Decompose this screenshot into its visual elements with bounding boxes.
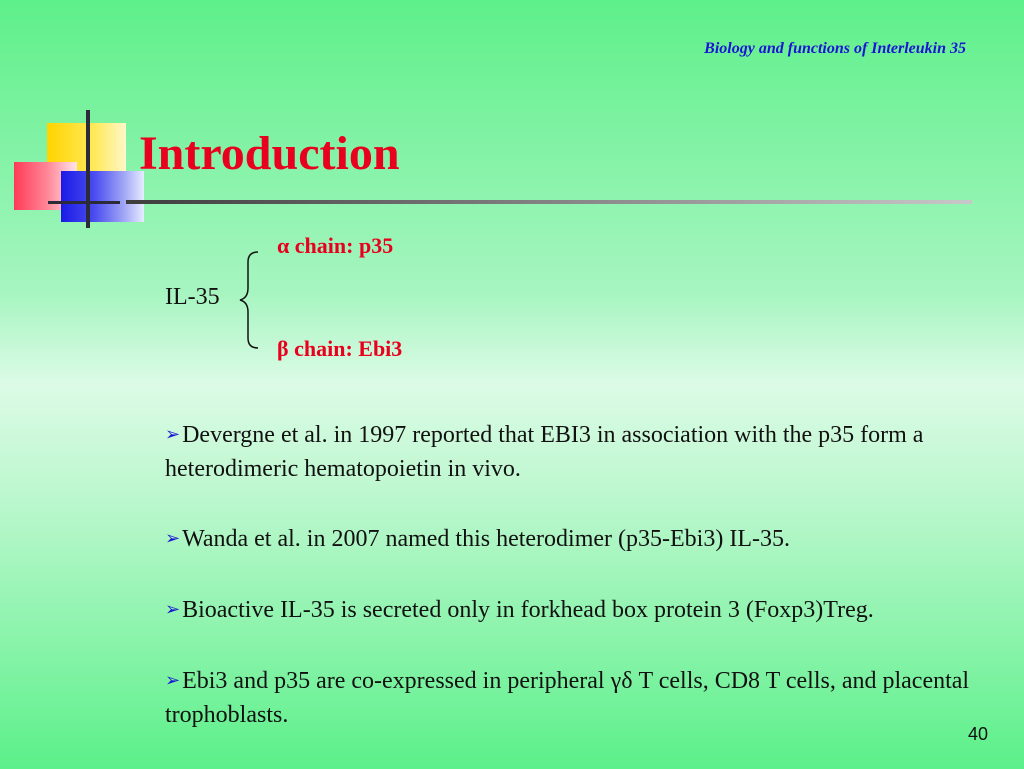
decorative-logo bbox=[0, 0, 160, 240]
title-underline bbox=[126, 200, 972, 204]
header-title: Biology and functions of Interleukin 35 bbox=[704, 40, 966, 57]
bullet-text: Bioactive IL-35 is secreted only in forkhead box protein 3 (Foxp3)Treg. bbox=[182, 597, 874, 623]
curly-brace-icon bbox=[238, 250, 260, 350]
bullet-list bbox=[165, 419, 1015, 769]
arrow-bullet-icon: ➢ bbox=[165, 670, 181, 691]
il35-label: IL-35 bbox=[165, 284, 220, 310]
logo-vertical-line bbox=[86, 110, 90, 228]
page-number: 40 bbox=[967, 724, 988, 744]
list-item bbox=[165, 594, 1015, 628]
logo-horizontal-line bbox=[48, 201, 120, 204]
beta-chain-label: β chain: Ebi3 bbox=[277, 336, 403, 361]
bullet-text: Wanda et al. in 2007 named this heterodimer (p35-Ebi3) IL-35. bbox=[182, 526, 790, 552]
alpha-chain-label: α chain: p35 bbox=[277, 233, 394, 258]
arrow-bullet-icon: ➢ bbox=[165, 528, 181, 549]
blue-square bbox=[61, 171, 144, 222]
arrow-bullet-icon: ➢ bbox=[165, 424, 181, 445]
list-item bbox=[165, 523, 1015, 557]
list-item bbox=[165, 419, 1015, 486]
page-title: Introduction bbox=[139, 127, 400, 180]
bullet-text: Devergne et al. in 1997 reported that EBI3 in association with the p35 form a heterodimeric hematopoietin in vivo. bbox=[165, 422, 924, 482]
list-item bbox=[165, 665, 1015, 732]
arrow-bullet-icon: ➢ bbox=[165, 599, 181, 620]
bullet-text: Ebi3 and p35 are co-expressed in peripheral γδ T cells, CD8 T cells, and placental trophoblasts. bbox=[165, 668, 970, 728]
